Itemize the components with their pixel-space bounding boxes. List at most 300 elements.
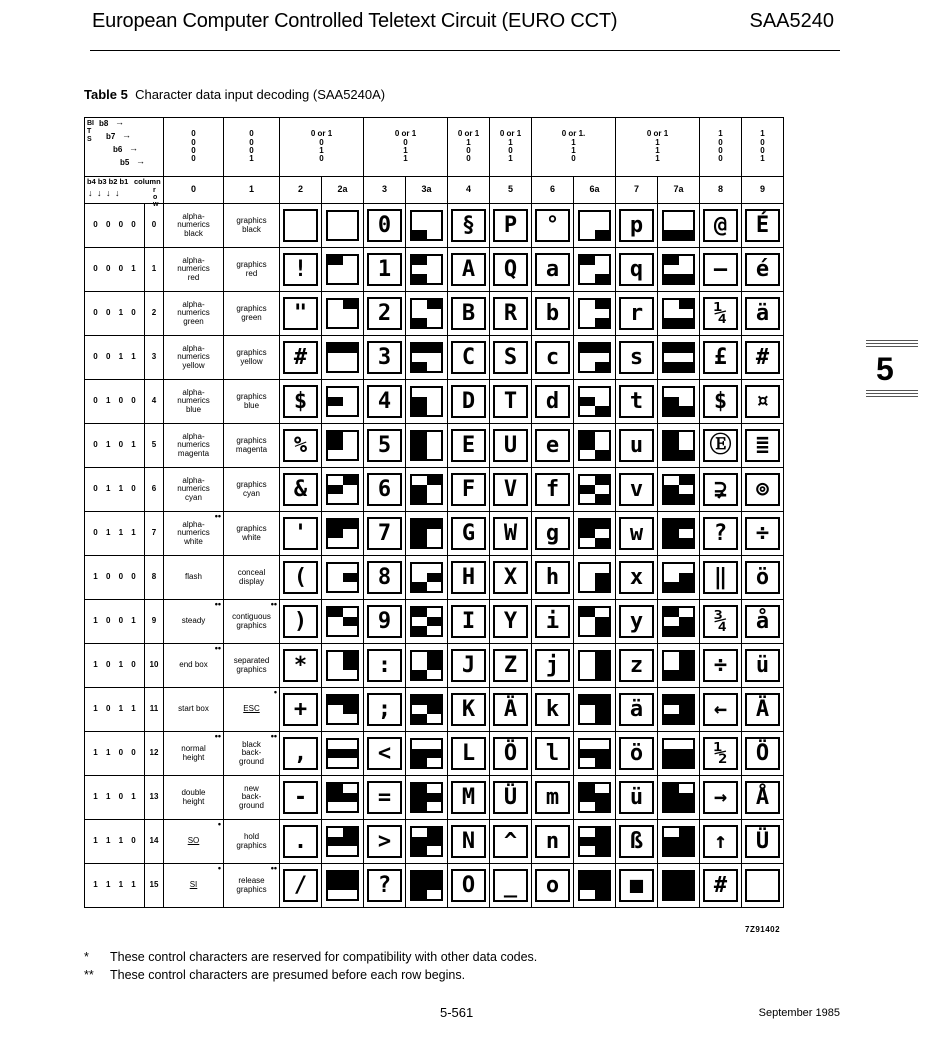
control-alpha-cell	[164, 732, 224, 776]
row-number: 6	[145, 468, 164, 512]
char-glyph: A	[451, 253, 486, 286]
mosaic-sextant	[679, 758, 694, 767]
mosaic-graphic-icon	[578, 826, 611, 857]
char-glyph: ,	[283, 737, 318, 770]
control-alpha-cell	[164, 380, 224, 424]
char-cell	[658, 336, 700, 380]
mosaic-sextant	[595, 344, 610, 353]
footnote-mark: ••	[214, 599, 221, 609]
control-graphics-cell	[224, 688, 280, 732]
char-cell	[322, 688, 364, 732]
char-cell	[616, 776, 658, 820]
mosaic-graphic-icon	[578, 386, 611, 417]
char-glyph: i	[535, 605, 570, 638]
char-cell	[574, 732, 616, 776]
mosaic-sextant	[328, 388, 343, 397]
column-bits-2: 0 or 1 0 1 0	[280, 118, 364, 177]
char-cell	[490, 424, 532, 468]
table-row	[85, 468, 784, 512]
mosaic-sextant	[664, 388, 679, 397]
char-glyph: ⊋	[703, 473, 738, 506]
char-cell	[448, 688, 490, 732]
mosaic-sextant	[679, 256, 694, 265]
control-alpha-cell	[164, 424, 224, 468]
section-tab	[866, 340, 918, 400]
mosaic-sextant	[412, 441, 427, 450]
char-cell	[448, 380, 490, 424]
row-bits: 0 0 1 1	[85, 336, 145, 380]
mosaic-sextant	[664, 749, 679, 758]
char-cell	[574, 292, 616, 336]
char-cell	[406, 424, 448, 468]
char-cell	[616, 380, 658, 424]
mosaic-sextant	[343, 274, 358, 283]
table-row	[85, 820, 784, 864]
mosaic-sextant	[679, 661, 694, 670]
control-alpha-cell	[164, 468, 224, 512]
char-cell	[448, 336, 490, 380]
char-cell	[406, 864, 448, 908]
char-glyph: O	[451, 869, 486, 902]
control-label: new back- ground	[239, 783, 264, 810]
char-glyph: <	[367, 737, 402, 770]
mosaic-sextant	[427, 670, 442, 679]
mosaic-graphic-icon	[326, 430, 359, 461]
mosaic-sextant	[328, 705, 343, 714]
bits-label: BITS	[87, 120, 94, 143]
mosaic-sextant	[595, 872, 610, 881]
mosaic-sextant	[679, 520, 694, 529]
mosaic-sextant	[664, 344, 679, 353]
mosaic-sextant	[328, 221, 343, 230]
char-glyph: +	[283, 693, 318, 726]
mosaic-sextant	[412, 221, 427, 230]
mosaic-graphic-icon	[410, 386, 443, 417]
control-label: graphics magenta	[235, 436, 268, 454]
mosaic-sextant	[328, 212, 343, 221]
char-glyph: Ö	[745, 737, 780, 770]
mosaic-sextant	[580, 837, 595, 846]
char-cell	[700, 600, 742, 644]
mosaic-sextant	[427, 212, 442, 221]
mosaic-sextant	[664, 230, 679, 239]
char-glyph: y	[619, 605, 654, 638]
char-cell	[490, 600, 532, 644]
mosaic-sextant	[343, 318, 358, 327]
char-cell	[280, 380, 322, 424]
mosaic-sextant	[412, 256, 427, 265]
footnote-mark: *	[84, 950, 89, 964]
mosaic-graphic-icon	[662, 782, 695, 813]
table-row	[85, 292, 784, 336]
mosaic-sextant	[595, 705, 610, 714]
table-row	[85, 512, 784, 556]
mosaic-sextant	[664, 740, 679, 749]
mosaic-sextant	[343, 784, 358, 793]
char-cell	[532, 644, 574, 688]
column-label: column	[134, 177, 161, 186]
control-alpha-cell	[164, 688, 224, 732]
mosaic-sextant	[679, 784, 694, 793]
char-glyph: ‖	[703, 561, 738, 594]
mosaic-sextant	[679, 406, 694, 415]
mosaic-sextant	[580, 432, 595, 441]
char-cell	[742, 600, 784, 644]
mosaic-sextant	[595, 230, 610, 239]
column-number-2a: 2a	[322, 177, 364, 204]
char-glyph: Ⓔ	[703, 429, 738, 462]
control-label: graphics yellow	[236, 348, 267, 366]
control-graphics-cell	[224, 336, 280, 380]
char-glyph: #	[283, 341, 318, 374]
figure-reference: 7Z91402	[745, 925, 781, 934]
column-number-5: 5	[490, 177, 532, 204]
char-glyph: ■	[619, 869, 654, 902]
row-bits: 1 1 1 1	[85, 864, 145, 908]
char-cell	[532, 512, 574, 556]
mosaic-sextant	[328, 793, 343, 802]
footnote-mark: •	[217, 863, 221, 873]
control-alpha-cell	[164, 820, 224, 864]
char-cell	[700, 864, 742, 908]
char-cell	[574, 600, 616, 644]
char-glyph: ←	[703, 693, 738, 726]
column-bits-6: 0 or 1. 1 1 0	[532, 118, 616, 177]
row-bits: 1 0 1 1	[85, 688, 145, 732]
mosaic-graphic-icon	[410, 694, 443, 725]
mosaic-sextant	[595, 661, 610, 670]
char-cell	[532, 380, 574, 424]
row-bits-key	[85, 177, 163, 208]
char-cell	[742, 204, 784, 248]
mosaic-sextant	[328, 573, 343, 582]
char-glyph: &	[283, 473, 318, 506]
mosaic-sextant	[664, 318, 679, 327]
mosaic-sextant	[412, 388, 427, 397]
mosaic-sextant	[328, 626, 343, 635]
footnote-mark: **	[84, 968, 94, 982]
control-label: separated graphics	[233, 656, 270, 674]
char-cell	[700, 292, 742, 336]
mosaic-sextant	[328, 564, 343, 573]
char-glyph: Ü	[745, 825, 780, 858]
char-glyph: K	[451, 693, 486, 726]
control-alpha-cell	[164, 776, 224, 820]
row-number: 8	[145, 556, 164, 600]
mosaic-graphic-icon	[326, 562, 359, 593]
mosaic-sextant	[412, 494, 427, 503]
char-cell	[658, 424, 700, 468]
bits-key	[85, 118, 163, 176]
char-cell	[280, 644, 322, 688]
footnote-mark: ••	[270, 731, 277, 741]
row-bits: 0 1 0 1	[85, 424, 145, 468]
char-glyph: E	[451, 429, 486, 462]
mosaic-sextant	[679, 564, 694, 573]
mosaic-sextant	[427, 397, 442, 406]
control-alpha-cell	[164, 248, 224, 292]
mosaic-graphic-icon	[578, 342, 611, 373]
mosaic-sextant	[343, 828, 358, 837]
char-cell	[658, 864, 700, 908]
mosaic-sextant	[679, 881, 694, 890]
mosaic-sextant	[679, 802, 694, 811]
mosaic-sextant	[580, 846, 595, 855]
mosaic-sextant	[412, 362, 427, 371]
mosaic-graphic-icon	[662, 650, 695, 681]
mosaic-sextant	[595, 802, 610, 811]
mosaic-sextant	[427, 494, 442, 503]
mosaic-sextant	[412, 265, 427, 274]
mosaic-sextant	[679, 494, 694, 503]
char-glyph: f	[535, 473, 570, 506]
mosaic-sextant	[328, 265, 343, 274]
char-glyph: d	[535, 385, 570, 418]
mosaic-graphic-icon	[326, 254, 359, 285]
char-glyph: I	[451, 605, 486, 638]
char-cell	[322, 556, 364, 600]
column-bits-1: 0 0 0 1	[224, 118, 280, 177]
mosaic-sextant	[328, 256, 343, 265]
row-bits: 0 1 1 1	[85, 512, 145, 556]
mosaic-sextant	[427, 872, 442, 881]
mosaic-sextant	[595, 881, 610, 890]
mosaic-sextant	[343, 265, 358, 274]
char-glyph: 6	[367, 473, 402, 506]
table-caption-text: Character data input decoding (SAA5240A)	[135, 87, 386, 102]
mosaic-sextant	[679, 450, 694, 459]
mosaic-sextant	[679, 362, 694, 371]
mosaic-sextant	[679, 749, 694, 758]
char-cell	[532, 336, 574, 380]
mosaic-sextant	[427, 802, 442, 811]
mosaic-sextant	[343, 564, 358, 573]
mosaic-sextant	[664, 397, 679, 406]
document-title: European Computer Controlled Teletext Circuit (EURO CCT)	[92, 10, 618, 32]
char-cell	[448, 600, 490, 644]
char-glyph: ?	[367, 869, 402, 902]
mosaic-graphic-icon	[662, 254, 695, 285]
mosaic-sextant	[343, 661, 358, 670]
mosaic-sextant	[427, 793, 442, 802]
mosaic-sextant	[664, 617, 679, 626]
control-graphics-cell	[224, 512, 280, 556]
mosaic-graphic-icon	[326, 694, 359, 725]
mosaic-graphic-icon	[578, 650, 611, 681]
mosaic-sextant	[580, 652, 595, 661]
char-cell	[364, 688, 406, 732]
char-glyph: r	[619, 297, 654, 330]
mosaic-sextant	[328, 696, 343, 705]
char-glyph: D	[451, 385, 486, 418]
row-number: 2	[145, 292, 164, 336]
mosaic-sextant	[580, 476, 595, 485]
char-cell	[406, 380, 448, 424]
mosaic-sextant	[412, 793, 427, 802]
mosaic-sextant	[343, 441, 358, 450]
mosaic-sextant	[580, 362, 595, 371]
mosaic-sextant	[679, 344, 694, 353]
control-graphics-cell	[224, 204, 280, 248]
char-cell	[700, 380, 742, 424]
char-glyph: $	[283, 385, 318, 418]
mosaic-graphic-icon	[326, 474, 359, 505]
char-glyph: ¾	[703, 605, 738, 638]
char-cell	[574, 204, 616, 248]
mosaic-sextant	[679, 652, 694, 661]
mosaic-sextant	[427, 309, 442, 318]
mosaic-sextant	[328, 802, 343, 811]
char-glyph: ß	[619, 825, 654, 858]
char-cell	[658, 556, 700, 600]
mosaic-sextant	[427, 274, 442, 283]
mosaic-sextant	[427, 661, 442, 670]
mosaic-sextant	[427, 265, 442, 274]
footnote-mark: ••	[214, 731, 221, 741]
mosaic-sextant	[328, 582, 343, 591]
mosaic-sextant	[580, 388, 595, 397]
mosaic-sextant	[343, 494, 358, 503]
control-label: conceal display	[237, 568, 266, 586]
row-bits-header	[85, 177, 164, 208]
mosaic-sextant	[580, 696, 595, 705]
char-cell	[574, 644, 616, 688]
char-cell	[742, 292, 784, 336]
mosaic-sextant	[595, 520, 610, 529]
mosaic-graphic-icon	[410, 562, 443, 593]
mosaic-sextant	[595, 221, 610, 230]
mosaic-sextant	[328, 344, 343, 353]
mosaic-sextant	[595, 828, 610, 837]
char-glyph: g	[535, 517, 570, 550]
mosaic-sextant	[679, 890, 694, 899]
mosaic-sextant	[412, 890, 427, 899]
mosaic-sextant	[664, 582, 679, 591]
mosaic-sextant	[427, 441, 442, 450]
char-cell	[322, 864, 364, 908]
char-glyph: 7	[367, 517, 402, 550]
char-glyph: ½	[703, 737, 738, 770]
mosaic-sextant	[664, 661, 679, 670]
mosaic-sextant	[679, 432, 694, 441]
mosaic-sextant	[664, 476, 679, 485]
control-graphics-cell	[224, 864, 280, 908]
char-glyph: G	[451, 517, 486, 550]
char-glyph: c	[535, 341, 570, 374]
char-glyph: 4	[367, 385, 402, 418]
char-cell	[406, 644, 448, 688]
mosaic-sextant	[595, 485, 610, 494]
mosaic-sextant	[328, 485, 343, 494]
footnote-mark: ••	[270, 863, 277, 873]
char-cell	[280, 292, 322, 336]
mosaic-sextant	[679, 230, 694, 239]
char-glyph: "	[283, 297, 318, 330]
char-cell	[322, 600, 364, 644]
mosaic-sextant	[580, 872, 595, 881]
control-label: ESC	[243, 704, 260, 714]
char-cell	[406, 688, 448, 732]
mosaic-sextant	[595, 573, 610, 582]
control-graphics-cell	[224, 292, 280, 336]
char-glyph: 0	[367, 209, 402, 242]
char-cell	[406, 600, 448, 644]
char-cell	[322, 336, 364, 380]
mosaic-sextant	[412, 802, 427, 811]
char-cell	[490, 292, 532, 336]
footnote-mark: •	[273, 687, 277, 697]
mosaic-sextant	[427, 450, 442, 459]
mosaic-sextant	[427, 476, 442, 485]
mosaic-sextant	[580, 318, 595, 327]
char-glyph: B	[451, 297, 486, 330]
char-cell	[532, 688, 574, 732]
char-glyph: #	[703, 869, 738, 902]
mosaic-sextant	[664, 300, 679, 309]
char-cell	[532, 468, 574, 512]
mosaic-sextant	[580, 890, 595, 899]
mosaic-sextant	[595, 265, 610, 274]
down-arrows-icon: ↓ ↓ ↓ ↓	[88, 188, 121, 198]
mosaic-sextant	[412, 520, 427, 529]
control-label: normal height	[181, 744, 206, 762]
mosaic-sextant	[343, 846, 358, 855]
char-glyph: R	[493, 297, 528, 330]
row-bits: 1 1 0 0	[85, 732, 145, 776]
bit-label-b5: b5	[120, 158, 130, 167]
mosaic-sextant	[343, 872, 358, 881]
mosaic-sextant	[580, 406, 595, 415]
mosaic-sextant	[427, 617, 442, 626]
char-glyph: Ü	[493, 781, 528, 814]
mosaic-sextant	[664, 274, 679, 283]
mosaic-sextant	[580, 265, 595, 274]
mosaic-sextant	[427, 758, 442, 767]
char-cell	[658, 468, 700, 512]
mosaic-graphic-icon	[578, 254, 611, 285]
char-glyph: s	[619, 341, 654, 374]
mosaic-sextant	[580, 309, 595, 318]
char-cell	[406, 556, 448, 600]
mosaic-sextant	[580, 256, 595, 265]
char-cell	[742, 468, 784, 512]
mosaic-graphic-icon	[326, 650, 359, 681]
bit-arrow-icon: →	[115, 117, 124, 127]
mosaic-sextant	[328, 494, 343, 503]
table-row	[85, 380, 784, 424]
mosaic-sextant	[595, 300, 610, 309]
char-glyph: p	[619, 209, 654, 242]
char-cell	[364, 732, 406, 776]
mosaic-sextant	[679, 714, 694, 723]
mosaic-sextant	[664, 406, 679, 415]
mosaic-sextant	[343, 432, 358, 441]
mosaic-sextant	[343, 714, 358, 723]
char-cell	[490, 248, 532, 292]
mosaic-sextant	[664, 608, 679, 617]
mosaic-sextant	[679, 309, 694, 318]
char-glyph: l	[535, 737, 570, 770]
char-cell	[448, 776, 490, 820]
char-cell	[490, 688, 532, 732]
char-glyph: °	[535, 209, 570, 242]
char-cell	[322, 644, 364, 688]
mosaic-sextant	[595, 353, 610, 362]
control-label: graphics green	[236, 304, 267, 322]
table-caption	[84, 87, 385, 102]
column-number-0: 0	[164, 177, 224, 204]
char-glyph: ¼	[703, 297, 738, 330]
